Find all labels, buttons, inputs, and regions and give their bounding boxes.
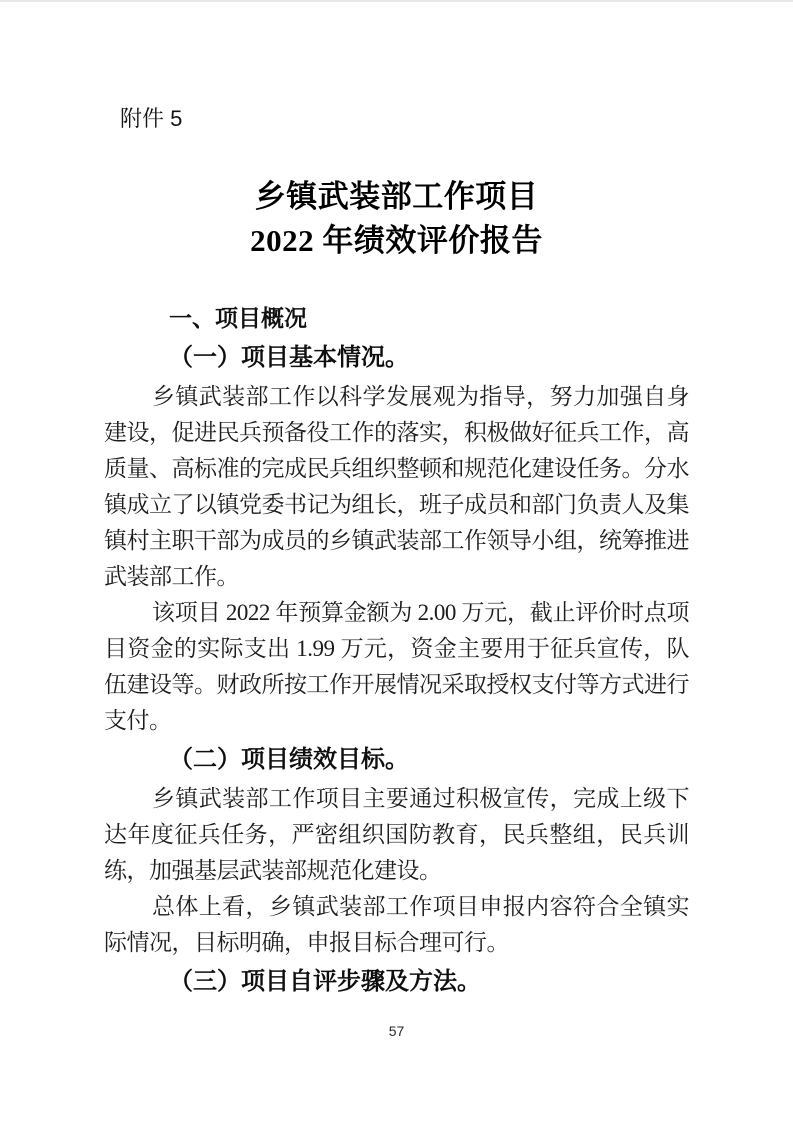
subsection-heading-performance-goals: （二）项目绩效目标。 [169,747,409,773]
subsection-heading-self-eval-steps-methods: （三）项目自评步骤及方法。 [169,969,481,995]
section-heading-project-overview: 一、项目概况 [169,305,307,331]
paragraph-performance-goals: 乡镇武装部工作项目主要通过积极宣传，完成上级下达年度征兵任务，严密组织国防教育，民兵整组，民兵训练，加强基层武装部规范化建设。 [104,786,689,883]
subsection-heading-basic-info: （一）项目基本情况。 [169,345,409,371]
document-title-line2: 2022 年绩效评价报告 [250,223,543,258]
document-title [0,175,793,263]
document-title-line1: 乡镇武装部工作项目 [254,179,539,214]
paragraph-budget-spending: 该项目 2022 年预算金额为 2.00 万元，截止评价时点项目资金的实际支出 1.99 万元，资金主要用于征兵宣传，队伍建设等。财政所按工作开展情况采取授权支付等方式进行支付。 [104,600,689,733]
page-top-edge [0,0,793,2]
page-number: 57 [388,1023,405,1039]
paragraph-overall-assessment: 总体上看，乡镇武装部工作项目申报内容符合全镇实际情况，目标明确，申报目标合理可行。 [104,894,689,955]
paragraph-basic-info: 乡镇武装部工作以科学发展观为指导，努力加强自身建设，促进民兵预备役工作的落实，积极做好征兵工作，高质量、高标准的完成民兵组织整顿和规范化建设任务。分水镇成立了以镇党委书记为组长，班子成员和部门负责人及集镇村主职干部为成员的乡镇武装部工作领导小组，统筹推进武装部工作。 [104,384,689,589]
document-body [104,300,689,1003]
attachment-label: 附件 5 [120,106,183,131]
